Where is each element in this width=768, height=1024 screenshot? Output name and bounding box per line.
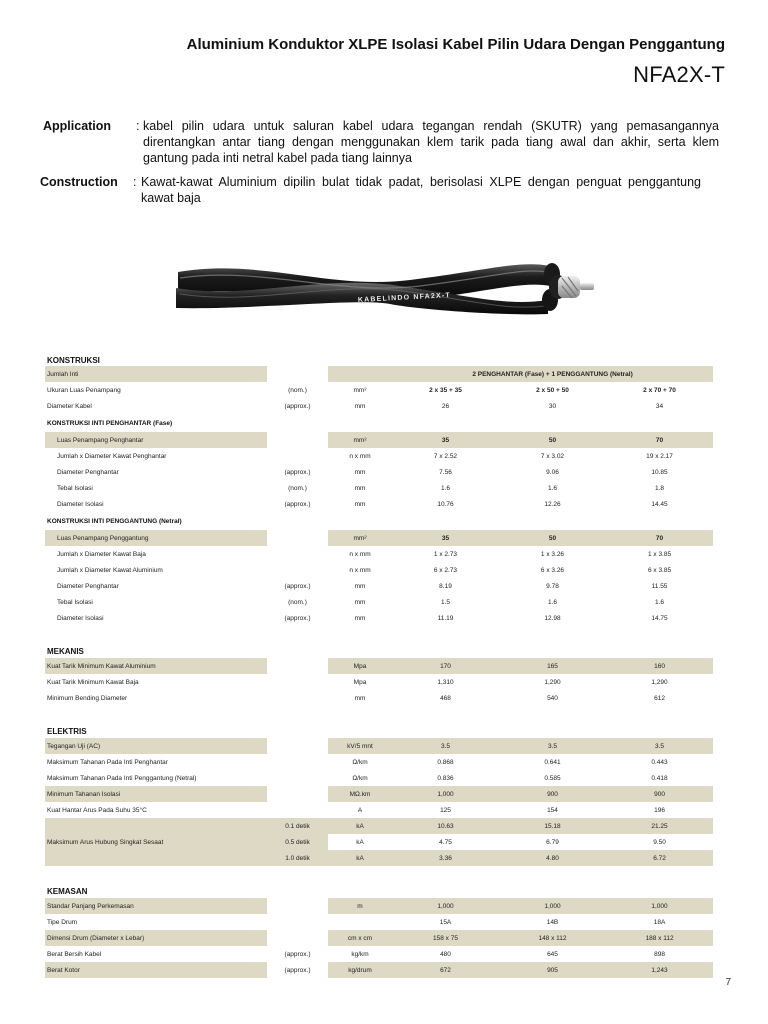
row-value: 1,243 bbox=[606, 962, 713, 978]
row-value: 10.63 bbox=[392, 818, 499, 834]
product-code: NFA2X-T bbox=[633, 62, 725, 87]
table-row bbox=[45, 946, 713, 962]
row-unit: Mpa bbox=[328, 658, 392, 674]
row-value: 1.6 bbox=[440, 484, 451, 492]
cable-print-text: KABELINDO NFA2X-T bbox=[357, 292, 452, 304]
row-value: 6.72 bbox=[606, 850, 713, 866]
row-value: 0.641 bbox=[544, 758, 561, 766]
row-value: 898 bbox=[654, 950, 665, 958]
row-label: Jumlah x Diameter Kawat Baja bbox=[57, 550, 146, 558]
row-value: 0.585 bbox=[544, 774, 561, 782]
section-elektris bbox=[45, 706, 713, 738]
row-label: Tipe Drum bbox=[47, 918, 78, 926]
row-value: 6 x 3.85 bbox=[647, 566, 672, 574]
row-unit: mm bbox=[354, 694, 366, 702]
row-note: (approx.) bbox=[284, 950, 311, 958]
row-value: 18A bbox=[653, 918, 666, 926]
spec-table bbox=[45, 351, 713, 978]
row-note bbox=[267, 658, 328, 674]
table-row bbox=[45, 562, 713, 578]
row-value: 14.75 bbox=[651, 614, 668, 622]
table-row bbox=[45, 480, 713, 496]
table-row bbox=[45, 690, 713, 706]
row-value: 0.418 bbox=[651, 774, 668, 782]
row-value: 35 bbox=[392, 432, 499, 448]
row-unit: mm² bbox=[353, 386, 367, 394]
table-row bbox=[45, 802, 713, 818]
row-label: Berat Bersih Kabel bbox=[47, 950, 102, 958]
row-label: Kuat Tarik Minimum Kawat Aluminium bbox=[45, 658, 267, 674]
row-label: Luas Penampang Penggantung bbox=[45, 530, 267, 546]
row-value: 160 bbox=[606, 658, 713, 674]
row-note bbox=[267, 914, 328, 930]
section-title: KONSTRUKSI INTI PENGGANTUNG (Netral) bbox=[47, 517, 182, 525]
row-note: (approx.) bbox=[267, 962, 328, 978]
row-label: Tebal Isolasi bbox=[57, 598, 93, 606]
table-row bbox=[45, 578, 713, 594]
section-title: ELEKTRIS bbox=[47, 727, 87, 736]
row-note bbox=[267, 448, 328, 464]
row-unit bbox=[328, 914, 392, 930]
table-row bbox=[45, 398, 713, 414]
row-value: 612 bbox=[654, 694, 665, 702]
row-value: 9.78 bbox=[546, 582, 559, 590]
row-note: (nom.) bbox=[288, 484, 307, 492]
row-note: (approx.) bbox=[284, 402, 311, 410]
row-note: (approx.) bbox=[284, 614, 311, 622]
row-unit: kg/drum bbox=[328, 962, 392, 978]
row-value: 1,000 bbox=[392, 786, 499, 802]
row-label: Standar Panjang Perkemasan bbox=[45, 898, 267, 914]
row-value: 125 bbox=[440, 806, 451, 814]
row-unit: kA bbox=[328, 850, 392, 866]
row-label: Jumlah Inti bbox=[45, 366, 267, 382]
application-colon: : bbox=[136, 119, 140, 133]
row-value: 19 x 2.17 bbox=[646, 452, 673, 460]
row-unit: n x mm bbox=[349, 452, 371, 460]
row-unit: mm² bbox=[328, 432, 392, 448]
table-row bbox=[45, 496, 713, 512]
row-label: Luas Penampang Penghantar bbox=[45, 432, 267, 448]
row-unit: mm bbox=[354, 614, 366, 622]
table-row bbox=[45, 432, 713, 448]
row-note: (approx.) bbox=[284, 468, 311, 476]
section-inti-penggantung bbox=[45, 512, 713, 530]
row-label: Maksimum Tahanan Pada Inti Penggantung (Netral) bbox=[47, 774, 197, 782]
row-value: 2 x 50 + 50 bbox=[536, 386, 569, 394]
row-value: 905 bbox=[499, 962, 606, 978]
row-value: 196 bbox=[654, 806, 665, 814]
row-value: 672 bbox=[392, 962, 499, 978]
row-value: 15A bbox=[439, 918, 452, 926]
row-value: 900 bbox=[499, 786, 606, 802]
row-value: 1,290 bbox=[651, 678, 668, 686]
row-note: (nom.) bbox=[288, 598, 307, 606]
page-number: 7 bbox=[725, 977, 731, 988]
row-unit: Ω/km bbox=[352, 774, 368, 782]
table-row bbox=[45, 366, 713, 382]
row-note bbox=[267, 546, 328, 562]
construction-text: Kawat-kawat Aluminium dipilin bulat tidak padat, berisolasi XLPE dengan penguat penggantung kawat baja bbox=[141, 175, 701, 205]
row-unit: kA bbox=[356, 838, 364, 846]
row-note bbox=[267, 770, 328, 786]
row-value: 4.75 bbox=[439, 838, 452, 846]
row-unit: cm x cm bbox=[328, 930, 392, 946]
table-row bbox=[45, 930, 713, 946]
table-row bbox=[45, 382, 713, 398]
construction-label: Construction bbox=[40, 175, 118, 189]
row-label: Berat Kotor bbox=[45, 962, 267, 978]
row-value: 4.80 bbox=[499, 850, 606, 866]
row-label: Diameter Isolasi bbox=[57, 614, 104, 622]
row-note bbox=[267, 802, 328, 818]
row-value: 2 x 35 + 35 bbox=[429, 386, 462, 394]
row-value: 11.55 bbox=[651, 582, 668, 590]
row-unit: mm bbox=[354, 484, 366, 492]
row-value: 7 x 2.52 bbox=[433, 452, 458, 460]
row-value: 10.76 bbox=[437, 500, 454, 508]
row-note bbox=[267, 432, 328, 448]
row-unit: kA bbox=[328, 818, 392, 834]
row-unit: mm bbox=[354, 500, 366, 508]
row-label: Minimum Tahanan Isolasi bbox=[45, 786, 267, 802]
section-title: KONSTRUKSI bbox=[47, 356, 100, 365]
row-value: 10.85 bbox=[651, 468, 668, 476]
table-row bbox=[45, 674, 713, 690]
row-label: Tegangan Uji (AC) bbox=[45, 738, 267, 754]
row-note bbox=[267, 786, 328, 802]
row-label: Ukuran Luas Penampang bbox=[47, 386, 121, 394]
row-value: 3.5 bbox=[606, 738, 713, 754]
row-value: 21.25 bbox=[606, 818, 713, 834]
row-value: 165 bbox=[499, 658, 606, 674]
row-note bbox=[267, 530, 328, 546]
section-title: KEMASAN bbox=[47, 887, 88, 896]
row-value: 1 x 2.73 bbox=[433, 550, 458, 558]
row-value: 7 x 3.02 bbox=[540, 452, 565, 460]
row-value: 14.45 bbox=[651, 500, 668, 508]
table-row bbox=[45, 546, 713, 562]
row-value: 154 bbox=[547, 806, 558, 814]
row-value: 1 x 3.26 bbox=[540, 550, 565, 558]
cable-image bbox=[170, 250, 610, 320]
row-note bbox=[267, 898, 328, 914]
row-unit: mm bbox=[354, 468, 366, 476]
row-note: 0.5 detik bbox=[267, 834, 328, 850]
row-value: 1.6 bbox=[655, 598, 665, 606]
row-unit: n x mm bbox=[349, 566, 371, 574]
row-value: 3.5 bbox=[499, 738, 606, 754]
row-value: 1.6 bbox=[547, 484, 558, 492]
row-value: 1,000 bbox=[392, 898, 499, 914]
row-value: 12.98 bbox=[544, 614, 561, 622]
row-value: 34 bbox=[655, 402, 664, 410]
row-value: 0.836 bbox=[437, 774, 454, 782]
section-konstruksi bbox=[45, 351, 713, 366]
row-unit: Ω/km bbox=[352, 758, 368, 766]
row-value: 7.56 bbox=[439, 468, 452, 476]
row-value: 2 PENGHANTAR (Fase) + 1 PENGGANTUNG (Netral) bbox=[392, 366, 713, 382]
row-note: 0.1 detik bbox=[267, 818, 328, 834]
row-value: 1.8 bbox=[655, 484, 665, 492]
row-value: 50 bbox=[499, 432, 606, 448]
row-value: 70 bbox=[606, 530, 713, 546]
row-value: 9.06 bbox=[546, 468, 559, 476]
row-value: 12.26 bbox=[544, 500, 561, 508]
row-value: 158 x 75 bbox=[392, 930, 499, 946]
table-row bbox=[45, 898, 713, 914]
section-title: KONSTRUKSI INTI PENGHANTAR (Fase) bbox=[47, 419, 173, 427]
row-value: 70 bbox=[606, 432, 713, 448]
row-value: 1,000 bbox=[499, 898, 606, 914]
row-note bbox=[267, 930, 328, 946]
table-row bbox=[45, 754, 713, 770]
row-label: Diameter Isolasi bbox=[57, 500, 104, 508]
row-value: 1,290 bbox=[544, 678, 561, 686]
row-value: 645 bbox=[547, 950, 558, 958]
row-unit: m bbox=[328, 898, 392, 914]
row-value: 0.443 bbox=[651, 758, 668, 766]
row-label: Jumlah x Diameter Kawat Penghantar bbox=[57, 452, 167, 460]
section-mekanis bbox=[45, 626, 713, 658]
table-row bbox=[45, 914, 713, 930]
row-value: 26 bbox=[441, 402, 450, 410]
row-note bbox=[267, 674, 328, 690]
row-unit: mm bbox=[354, 582, 366, 590]
row-value: 1.5 bbox=[440, 598, 451, 606]
row-value: 1,000 bbox=[606, 898, 713, 914]
row-value: 170 bbox=[392, 658, 499, 674]
row-value: 188 x 112 bbox=[606, 930, 713, 946]
table-row bbox=[45, 962, 713, 978]
row-label: Diameter Penghantar bbox=[57, 582, 119, 590]
row-value: 6 x 2.73 bbox=[433, 566, 458, 574]
row-value: 6 x 3.26 bbox=[540, 566, 565, 574]
row-unit: Mpa bbox=[353, 678, 367, 686]
row-value: 3.36 bbox=[392, 850, 499, 866]
row-value: 11.19 bbox=[437, 614, 454, 622]
row-value: 50 bbox=[499, 530, 606, 546]
row-value: 468 bbox=[440, 694, 451, 702]
cable-body bbox=[176, 263, 594, 314]
row-unit: n x mm bbox=[349, 550, 371, 558]
row-value: 540 bbox=[547, 694, 558, 702]
row-label: Diameter Penghantar bbox=[57, 468, 119, 476]
row-value: 6.79 bbox=[546, 838, 559, 846]
row-value: 0.868 bbox=[437, 758, 454, 766]
row-value: 148 x 112 bbox=[499, 930, 606, 946]
table-row bbox=[45, 610, 713, 626]
row-value: 35 bbox=[392, 530, 499, 546]
row-label: Kuat Tarik Minimum Kawat Baja bbox=[47, 678, 139, 686]
row-label: Maksimum Tahanan Pada Inti Penghantar bbox=[47, 758, 168, 766]
row-value: 30 bbox=[548, 402, 557, 410]
row-label: Dimensi Drum (Diameter x Lebar) bbox=[45, 930, 267, 946]
row-label: Maksimum Arus Hubung Singkat Sesaat bbox=[45, 818, 267, 866]
table-row bbox=[45, 464, 713, 480]
row-value: 1,310 bbox=[437, 678, 454, 686]
row-note: 1.0 detik bbox=[267, 850, 328, 866]
row-label: Jumlah x Diameter Kawat Aluminium bbox=[57, 566, 163, 574]
row-value: 3.5 bbox=[392, 738, 499, 754]
row-unit: mm bbox=[354, 598, 366, 606]
row-unit: A bbox=[357, 806, 363, 814]
section-kemasan bbox=[45, 866, 713, 898]
row-unit: kg/km bbox=[351, 950, 369, 958]
section-title: MEKANIS bbox=[47, 647, 84, 656]
row-note: (nom.) bbox=[288, 386, 307, 394]
table-row bbox=[45, 770, 713, 786]
row-value: 900 bbox=[606, 786, 713, 802]
row-value: 14B bbox=[546, 918, 559, 926]
row-value: 480 bbox=[440, 950, 451, 958]
row-value: 1.6 bbox=[547, 598, 558, 606]
table-row bbox=[45, 594, 713, 610]
row-unit: mm² bbox=[328, 530, 392, 546]
row-value: 9.50 bbox=[653, 838, 666, 846]
row-note bbox=[267, 562, 328, 578]
document-title: Aluminium Konduktor XLPE Isolasi Kabel Pilin Udara Dengan Penggantung bbox=[186, 36, 725, 53]
table-row bbox=[45, 818, 713, 834]
row-label: Kuat Hantar Arus Pada Suhu 35°C bbox=[47, 806, 147, 814]
row-unit: MΩ.km bbox=[328, 786, 392, 802]
row-label: Minimum Bending Diameter bbox=[47, 694, 128, 702]
row-note: (approx.) bbox=[284, 500, 311, 508]
table-row bbox=[45, 530, 713, 546]
table-row bbox=[45, 738, 713, 754]
row-note bbox=[267, 738, 328, 754]
application-label: Application bbox=[43, 119, 112, 133]
row-note: (approx.) bbox=[284, 582, 311, 590]
row-unit: mm bbox=[354, 402, 366, 410]
row-note bbox=[267, 754, 328, 770]
table-row bbox=[45, 658, 713, 674]
row-note bbox=[267, 690, 328, 706]
row-value: 2 x 70 + 70 bbox=[643, 386, 676, 394]
table-row bbox=[45, 786, 713, 802]
row-label: Diameter Kabel bbox=[47, 402, 92, 410]
row-label: Tebal Isolasi bbox=[57, 484, 93, 492]
row-value: 1 x 3.85 bbox=[647, 550, 672, 558]
construction-colon: : bbox=[133, 175, 137, 189]
section-inti-penghantar bbox=[45, 414, 713, 432]
row-value: 15.18 bbox=[499, 818, 606, 834]
row-unit: kV/5 mnt bbox=[328, 738, 392, 754]
table-row bbox=[45, 448, 713, 464]
row-value: 8.19 bbox=[439, 582, 452, 590]
application-text: kabel pilin udara untuk saluran kabel udara tegangan rendah (SKUTR) yang pemasangannya direntangkan antar tiang dengan menggunakan klem tarik pada tiang awal dan akhir, serta klem gantung pada inti netral kabel pada tiang lainnya bbox=[143, 119, 719, 165]
